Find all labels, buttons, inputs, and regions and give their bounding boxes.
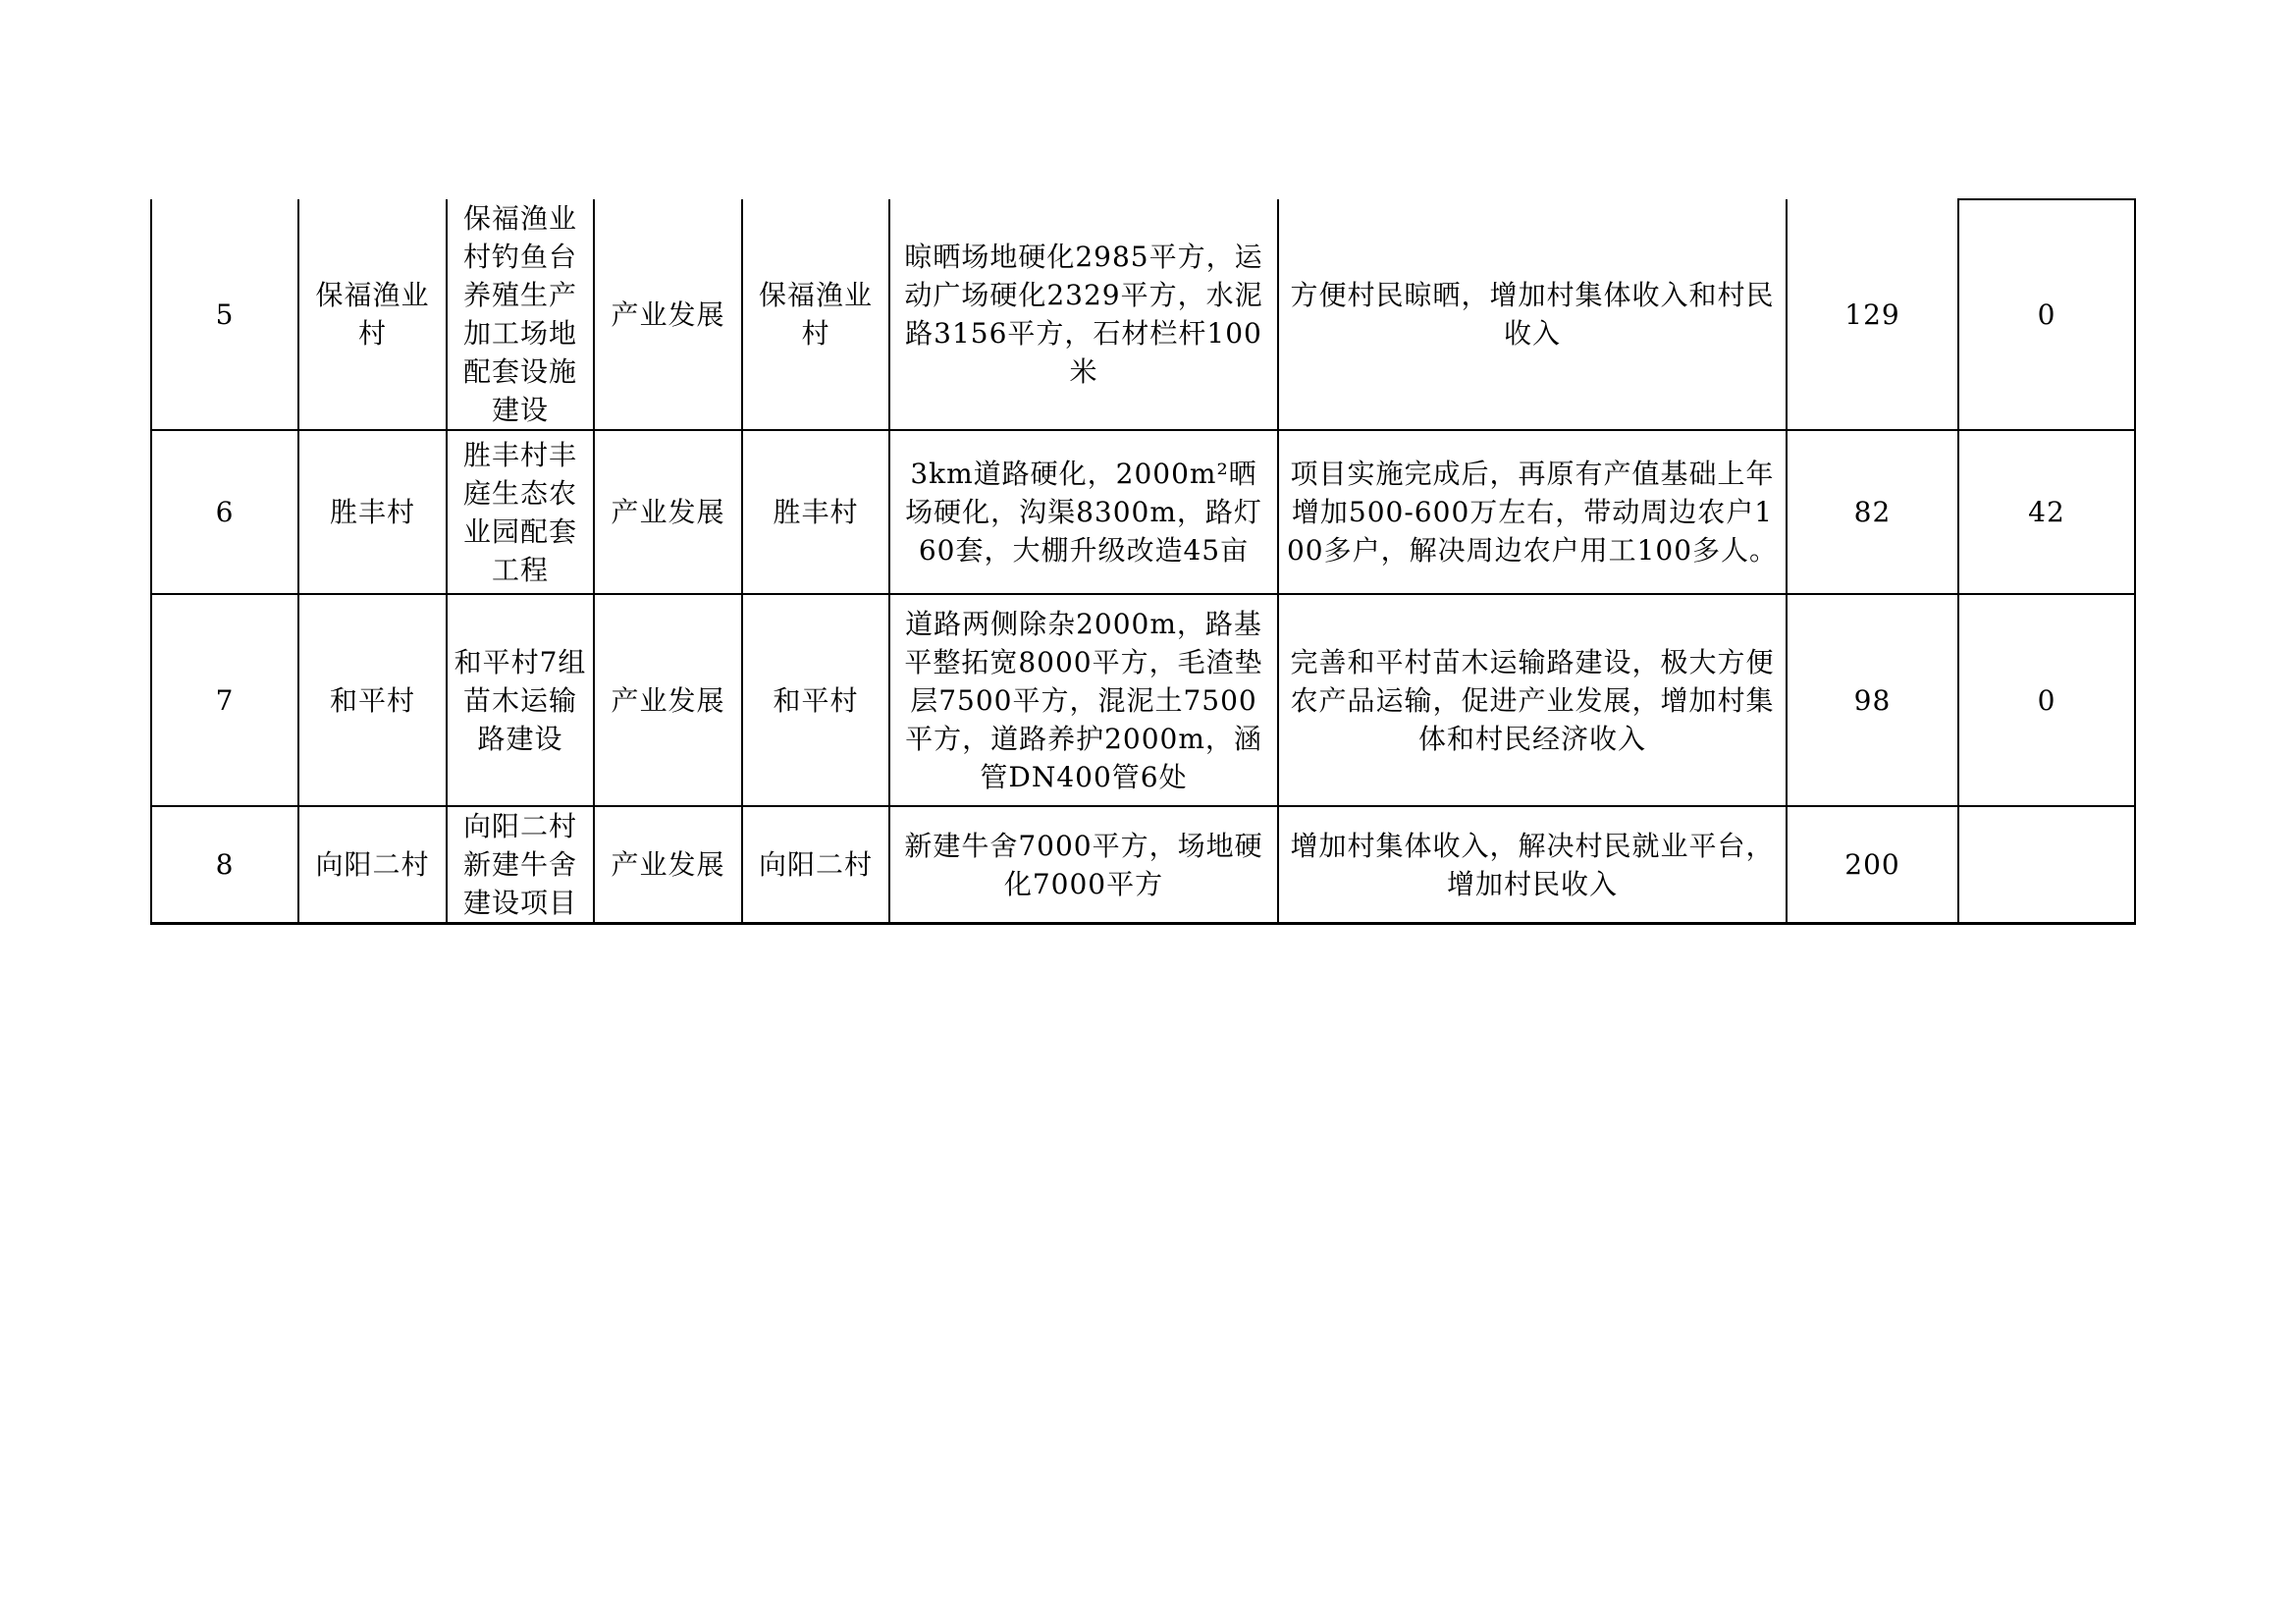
cell-content: 3km道路硬化，2000m²晒场硬化，沟渠8300m，路灯60套，大棚升级改造45亩 <box>889 430 1278 594</box>
cell-type: 产业发展 <box>594 430 742 594</box>
table-row <box>151 199 2135 430</box>
cell-amount: 200 <box>1787 806 1958 924</box>
cell-location: 和平村 <box>742 594 889 806</box>
cell-location: 向阳二村 <box>742 806 889 924</box>
cell-content: 晾晒场地硬化2985平方，运动广场硬化2329平方，水泥路3156平方，石材栏杆100米 <box>889 199 1278 430</box>
cell-other <box>1958 806 2135 924</box>
project-table <box>150 198 2136 925</box>
table-row <box>151 806 2135 924</box>
table-row <box>151 430 2135 594</box>
cell-type: 产业发展 <box>594 199 742 430</box>
cell-project: 胜丰村丰庭生态农业园配套工程 <box>447 430 594 594</box>
cell-village: 和平村 <box>298 594 447 806</box>
cell-content: 新建牛舍7000平方，场地硬化7000平方 <box>889 806 1278 924</box>
cell-benefit: 项目实施完成后，再原有产值基础上年增加500-600万左右，带动周边农户100多户，解决周边农户用工100多人。 <box>1278 430 1787 594</box>
cell-village: 胜丰村 <box>298 430 447 594</box>
cell-amount: 98 <box>1787 594 1958 806</box>
cell-location: 保福渔业村 <box>742 199 889 430</box>
cell-other: 42 <box>1958 430 2135 594</box>
cell-type: 产业发展 <box>594 594 742 806</box>
cell-project: 保福渔业村钓鱼台养殖生产加工场地配套设施建设 <box>447 199 594 430</box>
cell-content: 道路两侧除杂2000m，路基平整拓宽8000平方，毛渣垫层7500平方，混泥土7500平方，道路养护2000m，涵管DN400管6处 <box>889 594 1278 806</box>
cell-amount: 129 <box>1787 199 1958 430</box>
cell-village: 向阳二村 <box>298 806 447 924</box>
cell-benefit: 增加村集体收入，解决村民就业平台，增加村民收入 <box>1278 806 1787 924</box>
cell-other: 0 <box>1958 199 2135 430</box>
cell-no: 7 <box>151 594 298 806</box>
cell-amount: 82 <box>1787 430 1958 594</box>
cell-other: 0 <box>1958 594 2135 806</box>
table-row <box>151 594 2135 806</box>
cell-no: 6 <box>151 430 298 594</box>
cell-type: 产业发展 <box>594 806 742 924</box>
cell-project: 和平村7组苗木运输路建设 <box>447 594 594 806</box>
cell-benefit: 完善和平村苗木运输路建设，极大方便农产品运输，促进产业发展，增加村集体和村民经济收入 <box>1278 594 1787 806</box>
cell-project: 向阳二村新建牛舍建设项目 <box>447 806 594 924</box>
cell-village: 保福渔业村 <box>298 199 447 430</box>
cell-no: 5 <box>151 199 298 430</box>
cell-location: 胜丰村 <box>742 430 889 594</box>
cell-benefit: 方便村民晾晒，增加村集体收入和村民收入 <box>1278 199 1787 430</box>
cell-no: 8 <box>151 806 298 924</box>
